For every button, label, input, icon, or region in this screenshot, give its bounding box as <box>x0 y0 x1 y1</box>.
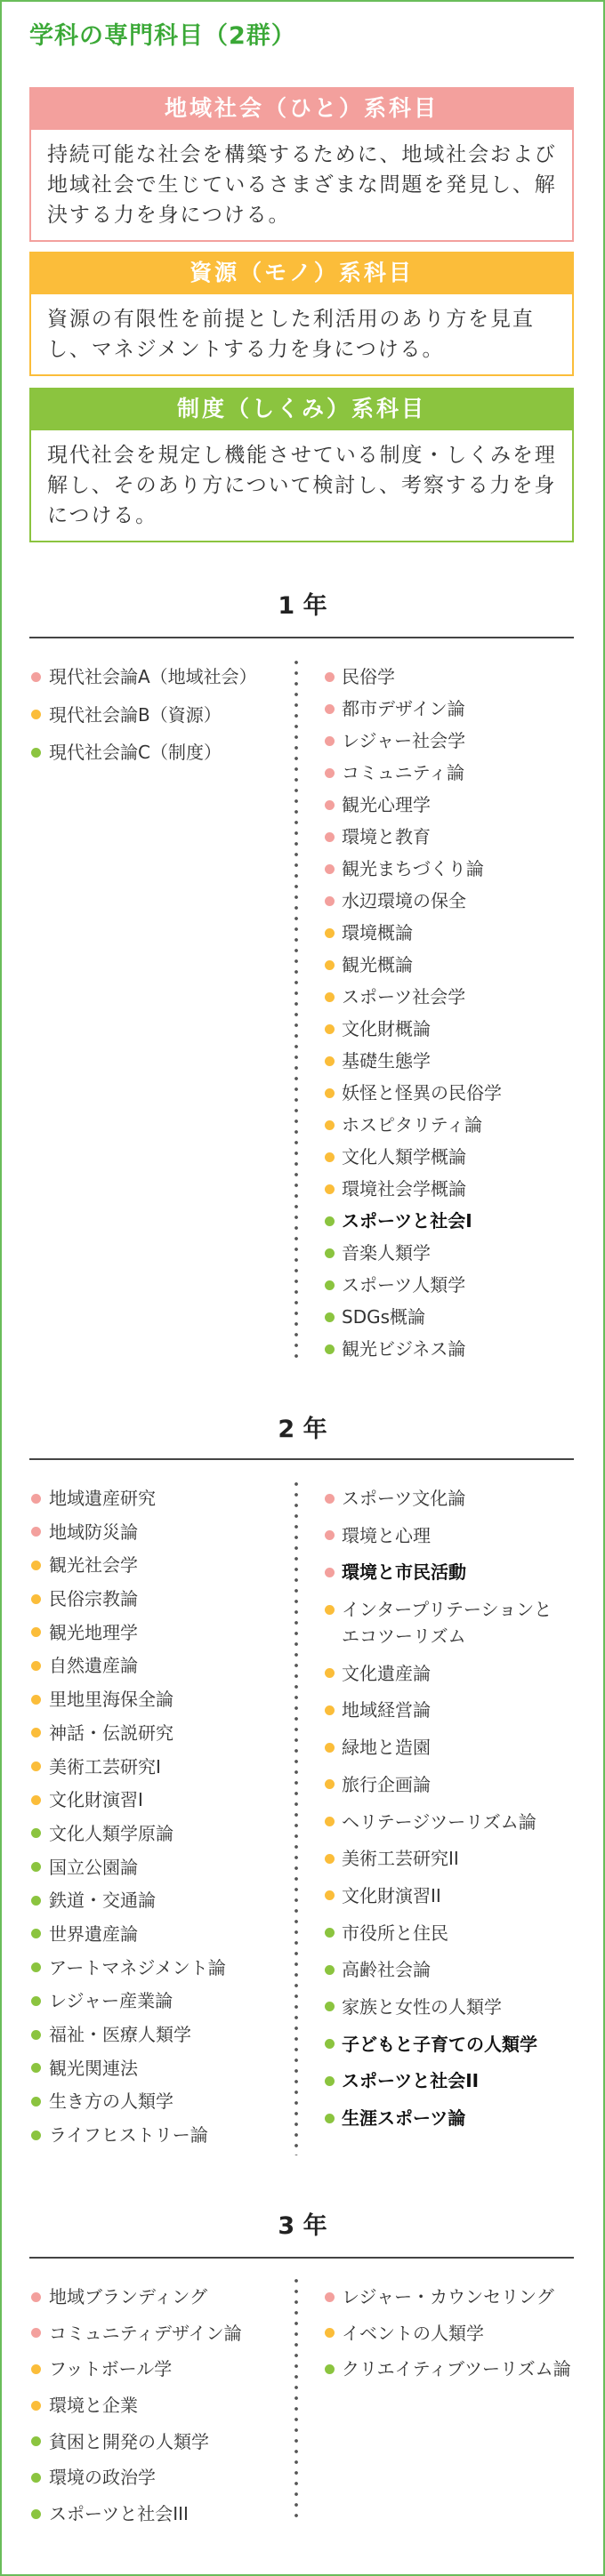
course-item <box>31 2088 289 2115</box>
course-item <box>325 2320 583 2347</box>
course-item <box>325 919 583 946</box>
year-divider <box>29 2257 574 2259</box>
course-name: レジャー産業論 <box>49 1990 173 2012</box>
course-item <box>325 1304 583 1330</box>
description-line: につける。 <box>47 504 158 527</box>
description-line: 解し、そのあり方について検討し、考察する力を身 <box>47 474 557 497</box>
course-name: 文化人類学概論 <box>342 1146 466 1168</box>
course-name: インタープリテーションとエコツーリズム <box>342 1599 553 1648</box>
course-item <box>31 1921 289 1947</box>
course-item <box>31 2500 289 2527</box>
course-item <box>31 1987 289 2014</box>
course-name: 環境と市民活動 <box>342 1561 466 1584</box>
course-item <box>325 1111 583 1138</box>
course-name: 水辺環境の保全 <box>342 890 466 911</box>
course-name: スポーツと社会II <box>342 2070 480 2092</box>
course-name: 生涯スポーツ論 <box>342 2107 466 2129</box>
category-dot-icon <box>31 2131 41 2140</box>
course-item <box>31 663 289 690</box>
course-item <box>31 2320 289 2347</box>
course-name: 自然遺産論 <box>49 1655 138 1677</box>
course-name: コミュニティ論 <box>342 762 464 783</box>
course-name: ライフヒストリー論 <box>49 2124 208 2147</box>
category-box-mono <box>29 252 574 376</box>
course-name: 鉄道・交通論 <box>49 1890 156 1912</box>
category-dot-icon <box>325 800 335 810</box>
course-item <box>325 2067 583 2094</box>
course-name: 都市デザイン論 <box>342 698 465 719</box>
description-line: 持続可能な社会を構築するために、地域社会および <box>47 143 557 166</box>
course-name: イベントの人類学 <box>342 2322 484 2344</box>
category-dot-icon <box>31 2473 41 2483</box>
course-item <box>325 2105 583 2131</box>
category-dot-icon <box>325 864 335 874</box>
course-item <box>325 855 583 882</box>
course-name: ヘリテージツーリズム論 <box>342 1810 536 1833</box>
category-dot-icon <box>31 1594 41 1604</box>
course-name: 市役所と住民 <box>342 1922 448 1944</box>
course-name: 地域防災論 <box>49 1521 138 1543</box>
year-heading: 2 年 <box>278 1416 327 1443</box>
category-box-hito <box>29 87 574 242</box>
year-heading: 1 年 <box>278 592 327 620</box>
category-dot-icon <box>31 1728 41 1737</box>
course-item <box>31 1887 289 1914</box>
course-item <box>31 1552 289 1578</box>
course-name: 文化財演習I <box>49 1789 143 1811</box>
course-name: 音楽人類学 <box>342 1242 431 1264</box>
year-divider <box>29 637 574 638</box>
course-list-left <box>31 2283 289 2537</box>
category-description <box>29 130 574 242</box>
course-item <box>31 1720 289 1746</box>
category-dot-icon <box>325 1494 335 1504</box>
course-item <box>325 1809 583 1835</box>
course-name: 環境の政治学 <box>49 2467 156 2489</box>
year-divider <box>29 1458 574 1460</box>
description-line: 資源の有限性を前提とした利活用のあり方を見直 <box>47 308 535 331</box>
course-name: 基礎生態学 <box>342 1050 431 1071</box>
category-dot-icon <box>325 832 335 842</box>
course-name: 環境と教育 <box>342 826 431 847</box>
category-dot-icon <box>31 2097 41 2107</box>
course-item <box>31 2283 289 2310</box>
course-item <box>325 887 583 914</box>
course-item <box>325 1144 583 1170</box>
course-item <box>325 1047 583 1074</box>
category-dot-icon <box>31 1896 41 1906</box>
category-dot-icon <box>31 1695 41 1705</box>
category-dot-icon <box>31 1527 41 1537</box>
category-dot-icon <box>325 1854 335 1864</box>
course-item <box>325 759 583 786</box>
category-dot-icon <box>325 2328 335 2338</box>
course-item <box>31 1485 289 1512</box>
category-dot-icon <box>31 1996 41 2006</box>
category-dot-icon <box>325 1743 335 1753</box>
course-item <box>31 2428 289 2455</box>
category-dot-icon <box>325 1530 335 1540</box>
course-name: 文化遺産論 <box>342 1662 431 1684</box>
category-dot-icon <box>325 1152 335 1162</box>
column-separator <box>294 2275 298 2522</box>
course-name: 環境と心理 <box>342 1524 431 1546</box>
category-dot-icon <box>31 1661 41 1671</box>
column-separator <box>294 1479 298 2155</box>
category-dot-icon <box>325 1024 335 1034</box>
course-item <box>31 2021 289 2048</box>
course-name: レジャー社会学 <box>342 730 466 751</box>
category-dot-icon <box>325 2002 335 2011</box>
course-item <box>325 1596 583 1649</box>
course-name: 地域ブランディング <box>49 2286 207 2307</box>
category-dot-icon <box>325 1088 335 1098</box>
course-name: 文化財概論 <box>342 1018 431 1039</box>
course-name: 国立公園論 <box>49 1856 138 1878</box>
category-dot-icon <box>31 1627 41 1637</box>
category-dot-icon <box>31 1494 41 1504</box>
category-dot-icon <box>31 1962 41 1972</box>
course-name: 観光地理学 <box>49 1621 138 1643</box>
course-item <box>325 1994 583 2020</box>
category-dot-icon <box>325 1890 335 1900</box>
course-name: コミュニティデザイン論 <box>49 2322 242 2344</box>
category-dot-icon <box>31 672 41 682</box>
course-list-right <box>325 2283 583 2392</box>
course-name: 観光ビジネス論 <box>342 1338 466 1360</box>
course-item <box>325 2283 583 2310</box>
course-name: 美術工芸研究I <box>49 1755 161 1778</box>
category-dot-icon <box>325 1705 335 1715</box>
category-description <box>29 294 574 376</box>
description-line: し、マネジメントする力を身につける。 <box>47 338 445 361</box>
course-item <box>325 1920 583 1946</box>
category-dot-icon <box>325 2039 335 2049</box>
course-item <box>31 1854 289 1881</box>
course-name: 現代社会論A（地域社会） <box>49 666 257 687</box>
category-header: 地域社会（ひと）系科目 <box>29 87 574 130</box>
course-name: 里地里海保全論 <box>49 1689 173 1711</box>
course-item <box>31 1686 289 1713</box>
course-item <box>325 1882 583 1909</box>
category-dot-icon <box>325 704 335 714</box>
course-item <box>325 2031 583 2058</box>
category-dot-icon <box>325 1248 335 1258</box>
category-dot-icon <box>31 2364 41 2374</box>
course-item <box>31 1652 289 1679</box>
category-dot-icon <box>325 1120 335 1130</box>
category-dot-icon <box>325 2076 335 2086</box>
course-item <box>325 1771 583 1798</box>
course-item <box>31 1954 289 1981</box>
category-dot-icon <box>31 2292 41 2302</box>
course-name: 世界遺産論 <box>49 1922 138 1945</box>
page-title: 学科の専門科目（2群） <box>29 22 296 50</box>
category-dot-icon <box>31 2436 41 2446</box>
category-dot-icon <box>31 1828 41 1838</box>
category-dot-icon <box>325 992 335 1002</box>
description-line: 決する力を身につける。 <box>47 204 291 227</box>
course-item <box>31 2122 289 2148</box>
category-dot-icon <box>31 710 41 719</box>
course-item <box>325 1485 583 1512</box>
course-name: アートマネジメント論 <box>49 1956 226 1978</box>
category-dot-icon <box>325 1280 335 1290</box>
course-name: 美術工芸研究II <box>342 1848 459 1870</box>
course-item <box>325 823 583 850</box>
course-name: クリエイティブツーリズム論 <box>342 2358 571 2380</box>
course-name: レジャー・カウンセリング <box>342 2286 554 2307</box>
description-line: 地域社会で生じているさまざまな問題を発見し、解 <box>47 173 557 197</box>
course-name: 民俗宗教論 <box>49 1588 138 1610</box>
category-dot-icon <box>325 928 335 938</box>
course-name: 現代社会論C（制度） <box>49 742 222 763</box>
course-item <box>31 1619 289 1646</box>
course-name: 環境概論 <box>342 922 413 943</box>
category-dot-icon <box>31 1795 41 1805</box>
course-name: 地域遺産研究 <box>49 1488 156 1509</box>
course-name: スポーツと社会I <box>342 1210 472 1232</box>
category-dot-icon <box>325 1779 335 1789</box>
category-dot-icon <box>325 768 335 778</box>
course-item <box>31 1820 289 1847</box>
category-dot-icon <box>31 1862 41 1872</box>
course-name: 環境と企業 <box>49 2395 138 2417</box>
course-name: 妖怪と怪異の民俗学 <box>342 1082 502 1103</box>
course-name: 高齢社会論 <box>342 1959 431 1981</box>
course-item <box>325 1240 583 1266</box>
course-name: 観光まちづくり論 <box>342 858 484 879</box>
category-description <box>29 430 574 542</box>
category-dot-icon <box>325 1605 335 1615</box>
course-name: 現代社会論B（資源） <box>49 703 222 726</box>
course-name: ホスピタリティ論 <box>342 1114 482 1136</box>
course-name: 子どもと子育ての人類学 <box>342 2033 537 2055</box>
category-dot-icon <box>325 1344 335 1354</box>
course-item <box>31 2055 289 2082</box>
course-item <box>325 1734 583 1761</box>
course-item <box>31 702 289 728</box>
course-name: 神話・伝説研究 <box>49 1721 173 1744</box>
course-item <box>31 1585 289 1612</box>
course-item <box>325 951 583 978</box>
course-item <box>325 1522 583 1549</box>
category-box-seido <box>29 388 574 542</box>
category-dot-icon <box>31 1929 41 1938</box>
course-item <box>325 727 583 754</box>
course-name: 家族と女性の人類学 <box>342 1995 502 2018</box>
course-name: 観光関連法 <box>49 2057 138 2079</box>
course-name: フットボール学 <box>49 2358 173 2380</box>
category-dot-icon <box>31 748 41 758</box>
category-dot-icon <box>31 2401 41 2411</box>
course-item <box>325 1956 583 1983</box>
course-item <box>325 1559 583 1585</box>
category-dot-icon <box>31 1761 41 1771</box>
category-dot-icon <box>31 2509 41 2519</box>
course-list-right <box>325 1485 583 2142</box>
course-name: 文化財演習II <box>342 1884 441 1906</box>
course-list-right <box>325 663 583 1368</box>
course-item <box>325 2355 583 2382</box>
category-dot-icon <box>325 1184 335 1194</box>
course-item <box>325 983 583 1010</box>
category-dot-icon <box>325 1568 335 1577</box>
course-name: スポーツ人類学 <box>342 1274 466 1296</box>
course-name: スポーツ文化論 <box>342 1488 466 1509</box>
column-separator <box>294 657 298 1360</box>
course-item <box>325 1208 583 1234</box>
course-item <box>325 1845 583 1872</box>
course-item <box>325 1079 583 1106</box>
category-dot-icon <box>325 2114 335 2123</box>
category-dot-icon <box>325 2364 335 2374</box>
course-item <box>325 1660 583 1687</box>
course-item <box>325 1015 583 1042</box>
course-item <box>325 1697 583 1723</box>
description-line: 現代社会を規定し機能させている制度・しくみを理 <box>47 444 557 467</box>
course-item <box>31 2464 289 2491</box>
category-dot-icon <box>325 736 335 746</box>
course-item <box>325 1336 583 1362</box>
course-name: SDGs概論 <box>342 1306 426 1328</box>
course-name: 貧困と開発の人類学 <box>49 2430 209 2452</box>
course-item <box>31 2392 289 2419</box>
course-item <box>325 1176 583 1202</box>
category-dot-icon <box>325 1965 335 1975</box>
course-name: 観光社会学 <box>49 1554 138 1577</box>
year-heading: 3 年 <box>278 2212 327 2240</box>
category-dot-icon <box>325 2292 335 2302</box>
course-item <box>325 791 583 818</box>
course-item <box>31 2355 289 2382</box>
course-name: 福祉・医療人類学 <box>49 2024 191 2045</box>
course-item <box>325 663 583 690</box>
category-dot-icon <box>325 1056 335 1066</box>
category-header: 資源（モノ）系科目 <box>29 252 574 294</box>
category-dot-icon <box>31 2328 41 2338</box>
category-dot-icon <box>325 1312 335 1322</box>
course-item <box>31 1786 289 1813</box>
category-dot-icon <box>31 2030 41 2040</box>
category-dot-icon <box>325 1668 335 1678</box>
category-dot-icon <box>325 1928 335 1938</box>
course-list-left <box>31 663 289 777</box>
course-item <box>325 1272 583 1298</box>
category-dot-icon <box>325 1216 335 1226</box>
category-dot-icon <box>325 896 335 906</box>
course-list-left <box>31 1485 289 2155</box>
category-dot-icon <box>325 1817 335 1826</box>
course-item <box>31 739 289 766</box>
course-name: 観光心理学 <box>342 794 431 815</box>
course-name: 旅行企画論 <box>342 1773 431 1795</box>
category-header: 制度（しくみ）系科目 <box>29 388 574 430</box>
course-name: スポーツと社会III <box>49 2503 189 2525</box>
course-name: 民俗学 <box>342 666 395 687</box>
course-item <box>31 1519 289 1545</box>
course-name: 生き方の人類学 <box>49 2090 173 2113</box>
course-name: 観光概論 <box>342 954 413 975</box>
course-name: 環境社会学概論 <box>342 1178 466 1200</box>
category-dot-icon <box>325 960 335 970</box>
category-dot-icon <box>31 1561 41 1570</box>
course-item <box>31 1753 289 1780</box>
course-item <box>325 695 583 722</box>
course-name: 地域経営論 <box>342 1699 431 1721</box>
course-name: 緑地と造園 <box>342 1737 431 1759</box>
category-dot-icon <box>325 672 335 682</box>
course-name: 文化人類学原論 <box>49 1822 173 1844</box>
category-dot-icon <box>31 2063 41 2073</box>
course-name: スポーツ社会学 <box>342 986 466 1007</box>
